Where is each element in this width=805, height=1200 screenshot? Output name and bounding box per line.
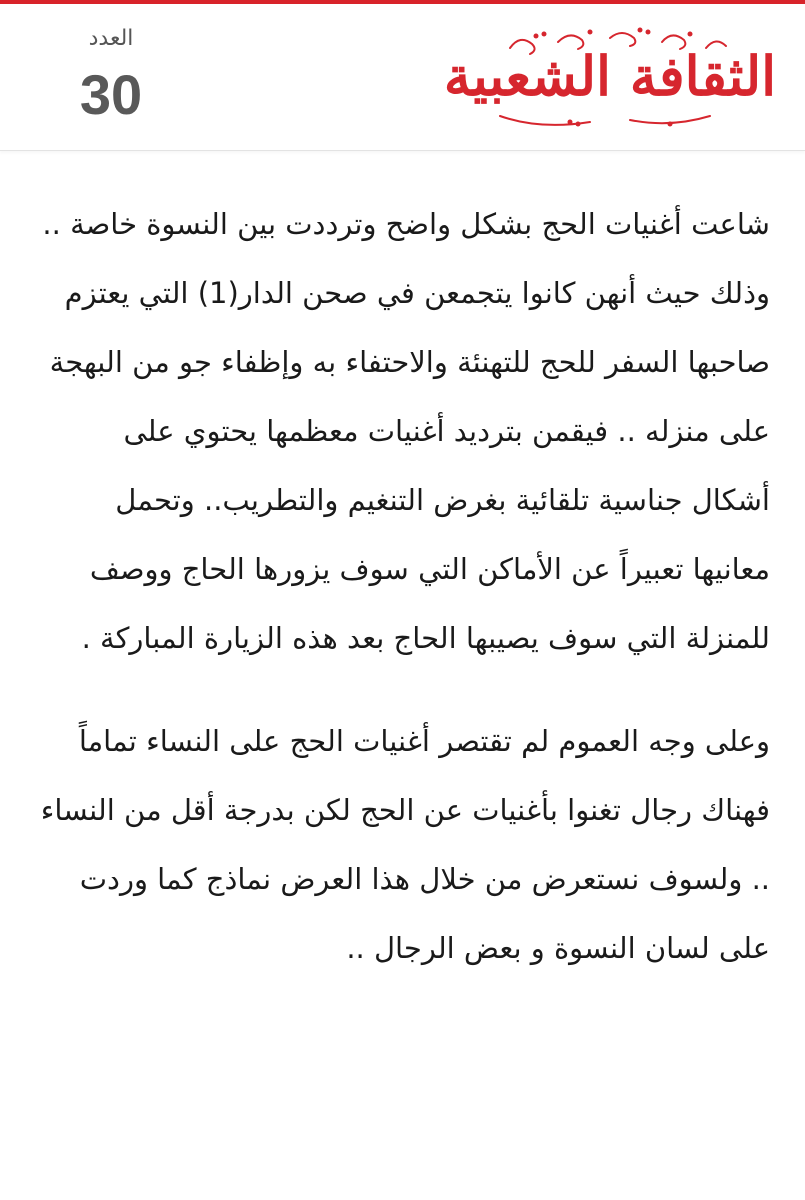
page-header bbox=[0, 4, 805, 151]
magazine-logo bbox=[440, 20, 780, 132]
article-body bbox=[40, 190, 770, 983]
article-paragraph-2: وعلى وجه العموم لم تقتصر أغنيات الحج على النساء تماماً فهناك رجال تغنوا بأغنيات عن الحج لكن بدرجة أقل من النساء .. ولسوف نستعرض من خلال هذا العرض نماذج كما وردت على لسان النسوة و بعض الرجال .. bbox=[40, 724, 770, 965]
issue-number: 30 bbox=[79, 63, 143, 126]
logo-text: الثقافة الشعبية bbox=[443, 44, 777, 108]
issue-label: العدد bbox=[88, 26, 134, 51]
article-paragraph-1: شاعت أغنيات الحج بشكل واضح وترددت بين النسوة خاصة .. وذلك حيث أنهن كانوا يتجمعن في صحن الدار(1) التي يعتزم صاحبها السفر للحج للتهنئة والاحتفاء به وإظفاء جو من البهجة على منزله .. فيقمن بترديد أغنيات معظمها يحتوي على أشكال جناسية تلقائية بغرض التنغيم والتطريب.. وتحمل معانيها تعبيراً عن الأماكن التي سوف يزورها الحاج ووصف للمنزلة التي سوف يصيبها الحاج بعد هذه الزيارة المباركة . bbox=[42, 207, 770, 655]
